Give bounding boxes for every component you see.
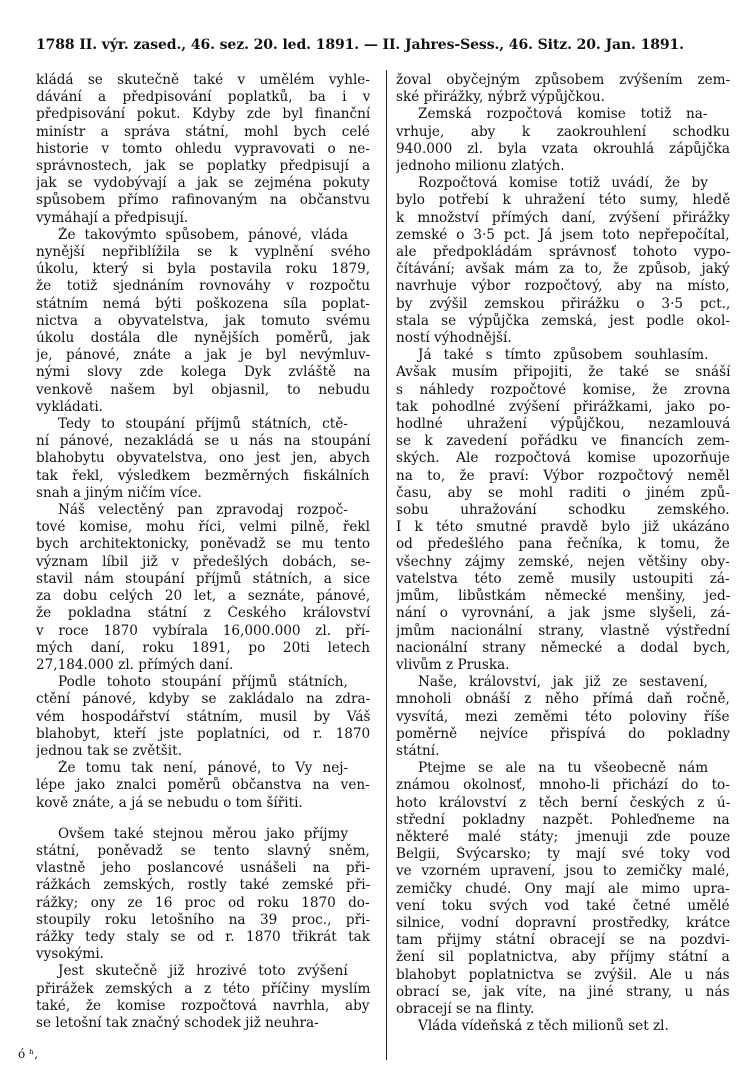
text-line: za dobu celých 20 let, a seznáte, pánové, xyxy=(36,588,370,605)
text-line: stala se výpůjčka zemská, jest podle okol- xyxy=(396,312,730,329)
paragraph xyxy=(396,175,730,347)
text-line: vení toku svých vod také četné umělé xyxy=(396,897,730,914)
text-line: by zvýšil zemskou přirážku o 3·5 pct., xyxy=(396,295,730,312)
text-line: rážky; ony ze 16 proc od roku 1870 do- xyxy=(36,894,370,911)
text-line: lépe jako znalci poměrů občanstva na ven- xyxy=(36,777,370,794)
text-line: známou okolnosť, mnoho-li přichází do to- xyxy=(396,777,730,794)
text-line: úkolu, který si byla postavila roku 1879, xyxy=(36,261,370,278)
text-line: Belgii, Švýcarsko; ty mají své toky vod xyxy=(396,846,730,863)
text-line: přirážek zemských a z této příčiny myslím xyxy=(36,980,370,997)
text-line: 940.000 zl. byla vzata okrouhlá zápůjčka xyxy=(396,140,730,157)
text-line: také, že komise rozpočtová navrhla, aby xyxy=(36,997,370,1014)
text-line: navrhuje výbor rozpočtový, aby na místo, xyxy=(396,278,730,295)
text-line: hoto království z těch berní českých z ú- xyxy=(396,794,730,811)
text-line: ctění pánové, kdyby se zakládalo na zdra- xyxy=(36,691,370,708)
text-line: času, aby se mohl raditi o jiném způ- xyxy=(396,484,730,501)
text-line: historie v tomto ohledu vypravovati o ne- xyxy=(36,140,370,157)
text-line: nými slovy zde kolega Dyk zvláště na xyxy=(36,364,370,381)
text-line: obracejí se na flinty. xyxy=(396,1000,535,1017)
paragraph xyxy=(36,72,370,227)
text-line: Že takovýmto spůsobem, pánové, vláda xyxy=(58,226,348,243)
paragraph xyxy=(36,416,370,502)
text-line: Zemská rozpočtová komise totiž na- xyxy=(418,106,708,123)
text-line: státní, poněvadž se tento slavný sněm, xyxy=(36,842,370,859)
text-line: rážky tedy staly se od r. 1870 třikrát tak xyxy=(36,928,370,945)
text-line: nacionální strany německé a dodal bych, xyxy=(396,639,730,656)
text-line: rážkách zemských, rostly také zemské při- xyxy=(36,877,370,894)
text-line: ských. Ale rozpočtová komise upozorňuje xyxy=(396,450,730,467)
text-line: vymáhají a předpisují. xyxy=(36,209,189,226)
text-line: všechny zájmy zemské, nejen většiny oby- xyxy=(396,553,730,570)
text-line: čítávání; avšak mám za to, že způsob, jaký xyxy=(396,261,730,278)
text-line: Já také s tímto způsobem souhlasím. xyxy=(418,347,709,364)
left-column xyxy=(36,72,370,1032)
text-line: stavil nám stoupání příjmů státních, a sice xyxy=(36,570,370,587)
paragraph xyxy=(36,963,370,1032)
text-line: spůsobem přímo rafinovaným na občanstvu xyxy=(36,192,370,209)
text-line: Vláda vídeňská z těch milionů set zl. xyxy=(418,1018,669,1035)
text-line: vatelstva této země musily ustoupiti zá- xyxy=(396,570,730,587)
text-line: Tedy to stoupání příjmů státních, ctě- xyxy=(58,416,348,433)
text-line: ve vzorném upravení, jsou to zemičky malé, xyxy=(396,863,730,880)
text-line: vykládati. xyxy=(36,398,103,415)
text-line: mých daní, roku 1891, po 20ti letech xyxy=(36,639,370,656)
text-line: správnostech, jak se poplatky předpisují a xyxy=(36,158,370,175)
text-line: ností výhodnější. xyxy=(396,330,512,347)
text-line: Náš velectěný pan zpravodaj rozpoč- xyxy=(58,502,348,519)
text-line: je, pánové, znáte a jak je byl nevýmluv- xyxy=(36,347,370,364)
text-line: úkolu dostála dle nynějších poměrů, jak xyxy=(36,330,370,347)
text-line: k množství přímých daní, zvýšení přirážky xyxy=(396,209,730,226)
text-line: Ovšem také stejnou měrou jako příjmy xyxy=(58,825,349,842)
text-line: státní. xyxy=(396,742,440,759)
text-line: 27,184.000 zl. přímých daní. xyxy=(36,656,234,673)
text-line: tové komise, mohu říci, velmi pilně, řekl xyxy=(36,519,370,536)
paragraph xyxy=(36,227,370,416)
text-line: blahobyt poplatnictva se zvýšil. Ale u nás xyxy=(396,966,730,983)
text-line: vlastně jeho poslancové usnášeli na při- xyxy=(36,860,370,877)
text-line: na to, že praví: Výbor rozpočtový neměl xyxy=(396,467,730,484)
text-line: bylo potřebí k uhražení této sumy, hledě xyxy=(396,192,730,209)
text-line: Avšak musím připojiti, že také se snáší xyxy=(396,364,730,381)
text-line: tak pohodlné zvýšení přirážkami, jako po- xyxy=(396,398,730,415)
text-line: kládá se skutečně také v umělém vyhle- xyxy=(36,72,370,88)
text-line: tak řekl, výsledkem bezměrných fiskálních xyxy=(36,467,370,484)
text-line: vém hospodářství státním, musil by Váš xyxy=(36,708,370,725)
text-line: od předešlého pana řečníka, k tomu, že xyxy=(396,536,730,553)
paragraph xyxy=(36,502,370,674)
running-header: 1788 II. výr. zased., 46. sez. 20. led. 1891. — II. Jahres-Sess., 46. Sitz. 20. Jan. 1891. xyxy=(36,37,684,53)
paragraph xyxy=(396,106,730,175)
text-line: snah a jiným ničím více. xyxy=(36,484,202,501)
text-line: Že tomu tak není, pánové, to Vy nej- xyxy=(58,760,349,777)
text-line: dávání a předpisování poplatků, ba i v xyxy=(36,89,370,106)
text-line: Jest skutečně již hrozivé toto zvýšení xyxy=(58,963,348,980)
text-line: žení sil poplatnictva, aby příjmy státní a xyxy=(396,949,730,966)
text-line: nání o vyrovnání, a jak jsme slyšeli, zá- xyxy=(396,605,730,622)
paragraph xyxy=(396,347,730,674)
text-line: poměrně nejvíce přispívá do pokladny xyxy=(396,725,730,742)
text-line: tam přijmy státní obracejí se na pozdvi- xyxy=(396,932,730,949)
text-line: nictva a obyvatelstva, jak tomuto svému xyxy=(36,312,370,329)
text-line: jmům, libůstkám německé menšiny, jed- xyxy=(396,588,730,605)
text-line: zemičky chudé. Ony mají ale mimo upra- xyxy=(396,880,730,897)
text-line: vrhuje, aby k zaokrouhlení schodku xyxy=(396,123,730,140)
paragraph xyxy=(396,760,730,1018)
text-line: obrací se, jak víte, na jiné strany, u nás xyxy=(396,983,730,1000)
text-line: Ptejme se ale na tu všeobecně nám xyxy=(418,760,709,777)
text-line: že totiž sjednáním rovnováhy v rozpočtu xyxy=(36,278,370,295)
text-line: žoval obyčejným způsobem zvýšením zem- xyxy=(396,72,730,88)
text-line: státním nemá býti poškozena síla poplat- xyxy=(36,295,370,312)
text-line: jednoho milionu zlatých. xyxy=(396,158,565,175)
text-line: některé malé státy; jmenuji zde pouze xyxy=(396,828,730,845)
text-line: se letošní tak značný schodek již neuhra- xyxy=(36,1014,319,1031)
text-line: jmům nacionální strany, vlastně výstřední xyxy=(396,622,730,639)
text-line: blahobyt, kteří jste poplatníci, od r. 1870 xyxy=(36,725,370,742)
text-line: s náhledy rozpočtové komise, že zrovna xyxy=(396,381,730,398)
text-line: I k této smutné pravdě bylo již ukázáno xyxy=(396,519,730,536)
text-line: se k zavedení pořádku ve financích zem- xyxy=(396,433,730,450)
text-line: stoupily roku letošního na 39 proc., při- xyxy=(36,911,370,928)
text-line: minístr a správa státní, mohl bych celé xyxy=(36,123,370,140)
text-line: nynější nepřiblížila se k vyplnění svého xyxy=(36,244,370,261)
paragraph xyxy=(396,674,730,760)
text-line: v roce 1870 vybírala 16,000.000 zl. pří- xyxy=(36,622,370,639)
text-line: jednou tak se zvětšit. xyxy=(36,742,182,759)
text-line: zemské o 3·5 pct. Já jsem toto nepřepočítal, xyxy=(396,226,730,243)
text-line: ní pánové, nezakládá se u nás na stoupání xyxy=(36,433,370,450)
text-line: silnice, vodní dopravní prostředky, krátce xyxy=(396,914,730,931)
text-line: význam líbil již v předešlých dobách, se- xyxy=(36,553,370,570)
text-line: kově znáte, a já se nebudu o tom šířiti. xyxy=(36,794,303,811)
text-line: sobu uhražování schodku zemského. xyxy=(396,502,730,519)
margin-mark: ó ʰ, xyxy=(18,1047,39,1061)
text-line: ale předpokládám správnosť tohoto vypo- xyxy=(396,244,730,261)
text-line: že pokladna státní z Českého království xyxy=(36,605,370,622)
right-column xyxy=(396,72,730,1035)
paragraph xyxy=(36,826,370,964)
text-line: blahobytu obyvatelstva, ono jest jen, abych xyxy=(36,450,370,467)
paragraph xyxy=(396,1018,730,1035)
text-line: vysokými. xyxy=(36,946,104,963)
paragraph xyxy=(396,72,730,106)
text-line: vlivům z Pruska. xyxy=(396,656,510,673)
text-line: venkově našem byl objasnil, to nebudu xyxy=(36,381,370,398)
text-line: mnoholi obnáší z něho přímá daň ročně, xyxy=(396,691,730,708)
text-line: Rozpočtová komise totiž uvádí, že by xyxy=(418,175,708,192)
text-line: Naše, království, jak již ze sestavení, xyxy=(418,674,708,691)
text-line: bych architektonicky, poněvadž se mu tento xyxy=(36,536,370,553)
text-line: předpisování pokut. Kdyby zde byl finanční xyxy=(36,106,370,123)
text-line: vysvítá, mezi zeměmi této poloviny říše xyxy=(396,708,730,725)
paragraph xyxy=(36,674,370,760)
paragraph xyxy=(36,760,370,812)
text-line: ské přirážky, nýbrž výpůjčkou. xyxy=(396,89,605,106)
text-line: hodlné uhražení výpůjčkou, nezamlouvá xyxy=(396,416,730,433)
column-divider xyxy=(386,70,387,1060)
text-line: Podle tohoto stoupání příjmů státních, xyxy=(58,674,348,691)
paragraph-gap xyxy=(36,812,370,826)
text-line: střední pokladny nazpět. Pohleďneme na xyxy=(396,811,730,828)
text-line: jak se vydobývají a jak se zejména pokuty xyxy=(36,175,370,192)
